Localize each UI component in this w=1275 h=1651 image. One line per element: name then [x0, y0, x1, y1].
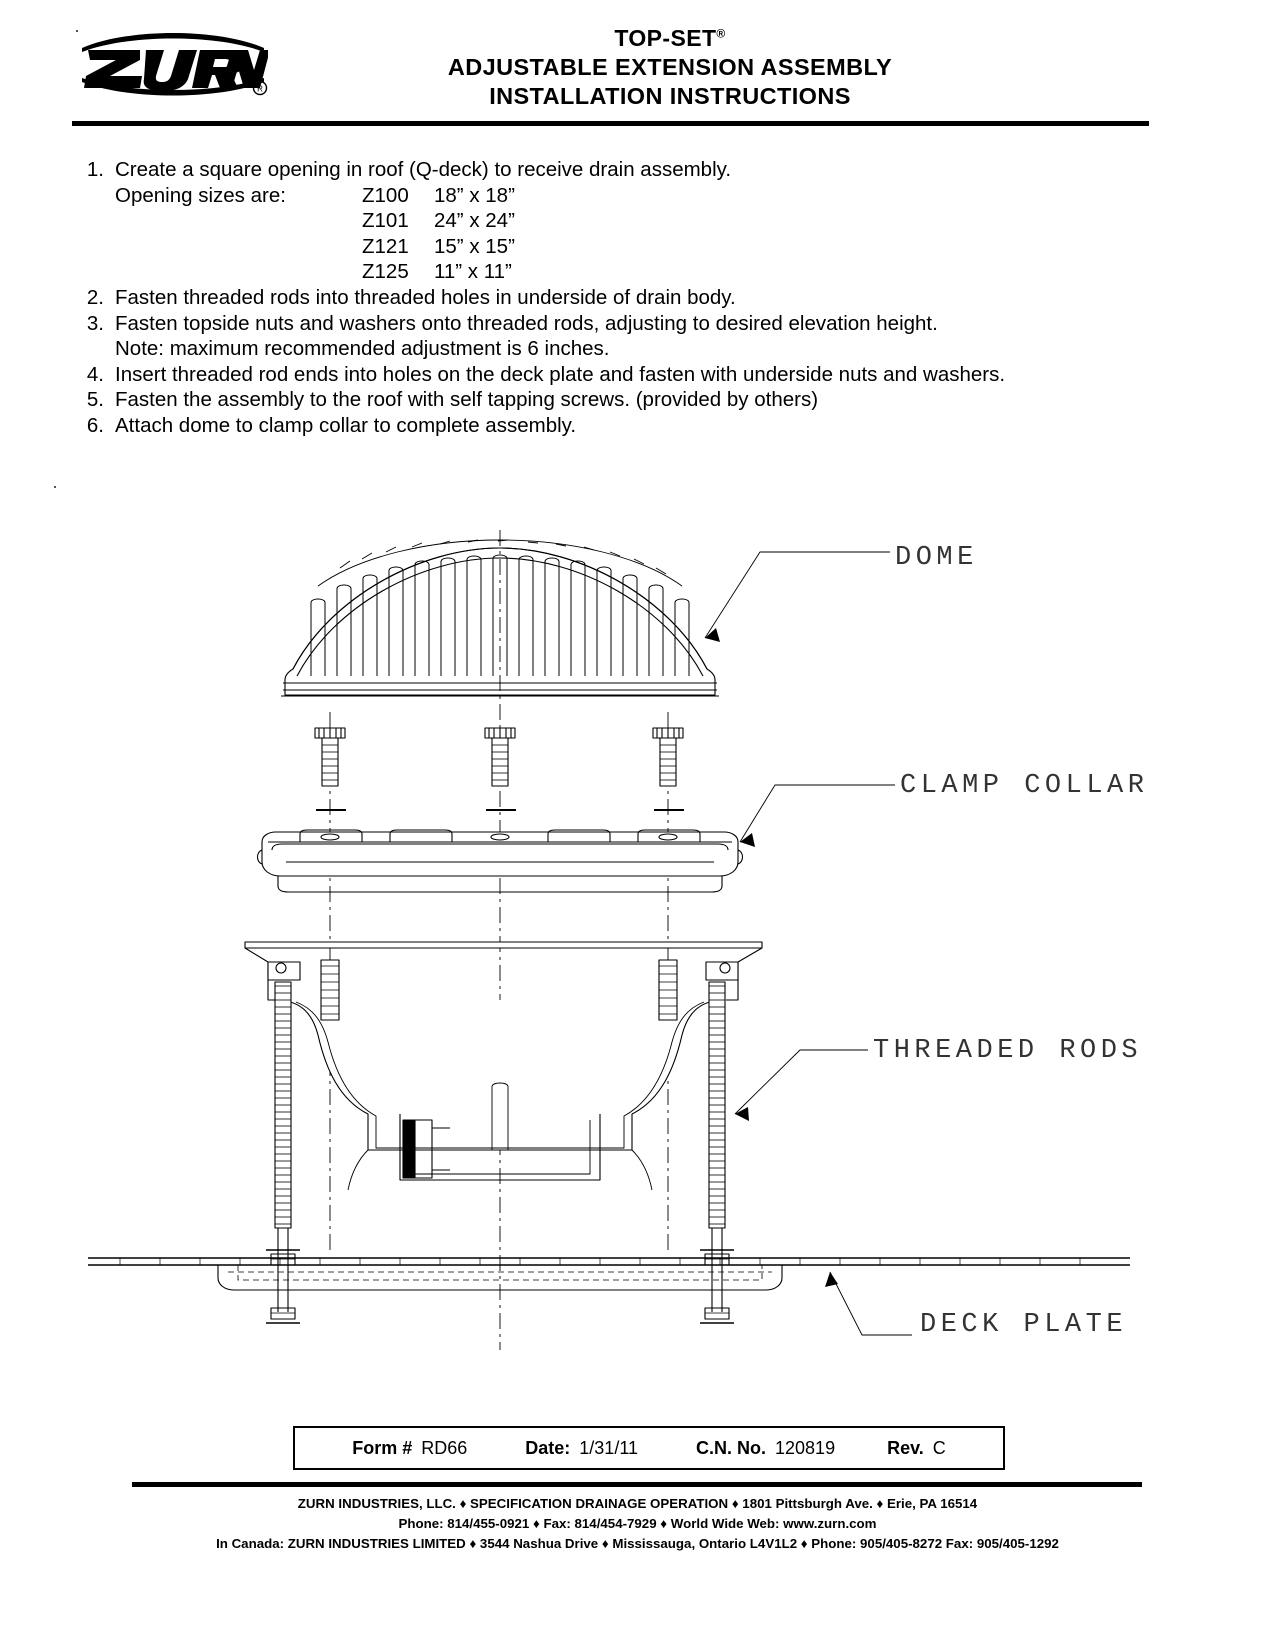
form-number-label: Form #: [352, 1437, 413, 1458]
zurn-logo: [78, 26, 268, 102]
step-number: 5.: [86, 388, 104, 412]
revision-field: [887, 1438, 946, 1459]
date-value: 1/31/11: [579, 1437, 639, 1458]
step-text: Fasten threaded rods into threaded holes in underside of drain body.: [115, 285, 736, 309]
size-model: Z125: [362, 260, 409, 284]
date-label: Date:: [525, 1437, 571, 1458]
step-text: Fasten topside nuts and washers onto threaded rods, adjusting to desired elevation height.: [115, 311, 938, 335]
form-number-field: [352, 1438, 467, 1459]
step-number: 3.: [86, 311, 104, 335]
revision-label: Rev.: [887, 1437, 924, 1458]
svg-text:R: R: [257, 84, 263, 94]
label-threaded-rods: THREADED RODS: [873, 1036, 1143, 1066]
corner-dot-mark-2: [54, 486, 56, 488]
title-line-3: INSTALLATION INSTRUCTIONS: [489, 83, 851, 109]
page-header: [0, 0, 1275, 128]
instructions-list: [70, 157, 1190, 439]
size-model: Z101: [362, 209, 409, 233]
step-text: Create a square opening in roof (Q-deck) to receive drain assembly.: [115, 158, 732, 181]
instruction-step-4: [70, 362, 1190, 388]
step-text: Attach dome to clamp collar to complete assembly.: [115, 413, 577, 437]
cn-number-value: 120819: [775, 1437, 836, 1458]
instruction-step-1: [70, 157, 1190, 183]
instruction-step-3-note: Note: maximum recommended adjustment is 6 inches.: [115, 337, 610, 361]
table-row: [115, 234, 1190, 260]
step-number: 1.: [86, 158, 104, 181]
cn-number-field: [696, 1438, 835, 1459]
footer-line-2: Phone: 814/455-0921 ♦ Fax: 814/454-7929 ♦ World Wide Web: www.zurn.com: [398, 1516, 877, 1531]
title-topset: TOP-SET: [614, 25, 717, 51]
size-dims: 24” x 24”: [434, 209, 515, 233]
label-dome: DOME: [895, 543, 978, 573]
footer-line-1: ZURN INDUSTRIES, LLC. ♦ SPECIFICATION DRAINAGE OPERATION ♦ 1801 Pittsburgh Ave. ♦ Erie, PA 16514: [297, 1496, 978, 1511]
title-line-1: [300, 24, 1040, 53]
instruction-step-6: [70, 413, 1190, 439]
table-row: [115, 183, 1190, 209]
size-model: Z121: [362, 234, 409, 258]
date-field: [525, 1438, 638, 1459]
step-number: 4.: [86, 362, 104, 386]
size-model: Z100: [362, 183, 409, 207]
label-clamp-collar: CLAMP COLLAR: [900, 771, 1149, 801]
opening-sizes-table: [70, 183, 1190, 285]
step-text: Insert threaded rod ends into holes on the deck plate and fasten with underside nuts and washers.: [115, 362, 1006, 386]
label-deck-plate: DECK PLATE: [920, 1310, 1128, 1340]
header-divider: [72, 121, 1149, 126]
page-footer: [0, 1494, 1275, 1554]
table-row: [115, 259, 1190, 285]
exploded-assembly-drawing: [0, 490, 1275, 1390]
registered-symbol: ®: [716, 26, 726, 41]
clamp-collar-bolts: [315, 728, 684, 810]
instruction-step-2: [70, 285, 1190, 311]
deck-plate-part: [88, 1258, 1130, 1290]
size-dims: 15” x 15”: [434, 234, 515, 258]
form-number-value: RD66: [421, 1437, 468, 1458]
instruction-step-5: [70, 387, 1190, 413]
instruction-step-3: [70, 311, 1190, 337]
corner-dot-mark: [76, 30, 78, 32]
size-dims: 11” x 11”: [434, 260, 512, 284]
opening-sizes-label: Opening sizes are:: [115, 183, 286, 207]
footer-divider: [132, 1482, 1142, 1487]
table-row: [115, 208, 1190, 234]
footer-line-3: In Canada: ZURN INDUSTRIES LIMITED ♦ 3544 Nashua Drive ♦ Mississauga, Ontario L4V1L2 ♦ Phone: 905/405-8272 Fax: 905/405-1292: [216, 1536, 1059, 1551]
title-line-2: ADJUSTABLE EXTENSION ASSEMBLY: [447, 54, 893, 80]
step-number: 6.: [86, 413, 104, 437]
step-number: 2.: [86, 285, 104, 309]
step-text: Fasten the assembly to the roof with self tapping screws. (provided by others): [115, 388, 819, 412]
page-title: [300, 24, 1040, 111]
cn-number-label: C.N. No.: [696, 1437, 767, 1458]
revision-value: C: [932, 1437, 946, 1458]
form-info-box: [293, 1426, 1005, 1470]
size-dims: 18” x 18”: [434, 183, 515, 207]
